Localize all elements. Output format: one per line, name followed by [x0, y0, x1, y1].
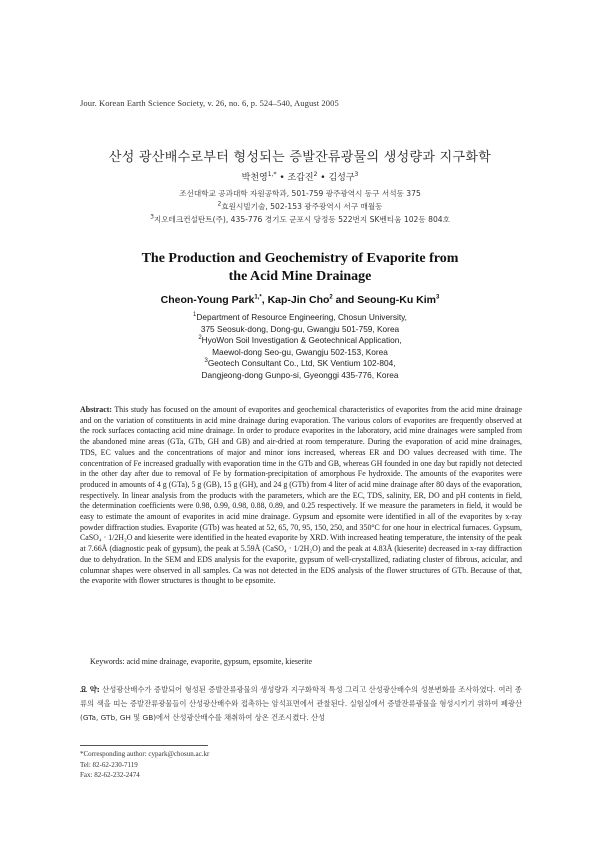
affiliation-text: 375 Seosuk-dong, Dong-gu, Gwangju 501-759, Korea [200, 323, 400, 334]
korean-author-3-sup: 3 [354, 171, 359, 178]
english-affiliation-line [0, 324, 600, 336]
english-title-line: the Acid Mine Drainage [228, 269, 372, 284]
footnote-tel: Tel: 82-62-230-7119 [80, 760, 138, 769]
english-title-line: The Production and Geochemistry of Evaporite from [141, 251, 459, 266]
affiliation-text: Department of Resource Engineering, Chosun University, [196, 312, 407, 322]
english-affiliation-line [0, 358, 600, 370]
korean-abstract-label: 요 약: [80, 685, 100, 694]
english-author-1: Cheon-Young Park [160, 294, 255, 306]
abstract [80, 405, 522, 587]
korean-authors [0, 170, 600, 183]
korean-abstract-text: 산성광산배수가 증발되어 형성된 증발잔류광물의 생성량과 지구화학적 특성 그리고 산성광산배수의 성분변화를 조사하였다. 여러 종류의 색을 띠는 증발잔류광물들이 산성광산배수와 접촉하는 암석표면에서 관찰된다. 실험실에서 증발잔류광물을 형성시키기 위하여 폐광산(GTa, GTb, GH 및 GB)에서 산성광산배수를 채취하여 상온 건조시켰다. 산성 [80, 685, 522, 722]
english-author-3-sup: 3 [436, 294, 440, 301]
english-author-2: Kap-Jin Cho [267, 294, 330, 306]
english-affiliation-line [0, 370, 600, 382]
english-author-sep: and [332, 294, 358, 306]
affiliation-text: HyoWon Soil Investigation & Geotechnical Application, [201, 335, 402, 345]
english-affiliation-line [0, 347, 600, 359]
affiliation-text: Dangjeong-dong Gunpo-si, Gyeonggi 435-776, Korea [201, 369, 399, 380]
keywords [90, 657, 522, 666]
korean-author-2: 조갑진 [287, 173, 314, 183]
english-author-2-sup: 2 [329, 294, 333, 301]
korean-affiliation-2 [0, 201, 600, 212]
korean-affiliation-text: 조선대학교 공과대학 자원공학과, 501-759 광주광역시 동구 서석동 375 [179, 189, 421, 198]
korean-affiliation-sup: 2 [217, 200, 222, 208]
english-affiliations [0, 312, 600, 381]
abstract-text: This study has focused on the amount of evaporites and geochemical characteristics of evaporites from the acid mine drainage and on the variation of constituents in acid mine drainage during evaporation. The various colors of evaporites are frequently observed at the rock surfaces contacting acid mine drainage. In order to produce evaporites in the laboratory, acid mine drainages were sampled from the abandoned mine areas (GTa, GTb, GH and GB) and air-dried at room temperature. During the evaporation of acid mine drainages, TDS, EC values and the concentrations of major and minor ions increased, whereas ER and DO values decreased with time. The concentration of Fe increased gradually with evaporation time in the GTb and GB, whereas GH founded in one day but rapidly not detected in the other day after due to removal of Fe by formation-precipitation of amorphous Fe hydroxide. The amounts of the evaporites were produced in amounts of 4 g (GTa), 5 g (GB), 15 g (GH), and 24 g (GTb) from 4 liter of acid mine drainage after 80 days of the evaporation, respectively. In linear analysis from the products with the parameters, which are the EC, TDS, salinity, ER, DO and pH contents in field, the determination coefficients were 0.98, 0.99, 0.98, 0.88, 0.89, and 0.25 respectively. If we measure the parameters in field, it would be easy to estimate the amount of evaporites in acid mine drainage. Gypsum and epsomite were identified in all of the evaporites by x-ray powder diffraction studies. Evaporite (GTb) was heated at 52, 65, 70, 95, 150, 250, and 350°C for one hour in electrical furnaces. Gypsum, CaSO₄ · 1/2H₂O and kieserite were identified in the heated evaporite by XRD. With increased heating temperature, the intensity of the peak at 7.66Å (diagnostic peak of gypsum), the peak at 5.59Å (CaSO₄ · 1/2H₂O) and the peak at 4.83Å (kieserite) decreased in x-ray diffraction due to dehydration. In the SEM and EDS analysis for the evaporite, gypsum of well-crystallized, radiating cluster of fibrous, acicular, and columnar shapes were observed in all samples. Ca was not detected in the EDS analysis of the flower structures of GTb. Because of that, the evaporite with flower structures is thought to be epsomite. [80, 405, 522, 586]
korean-affiliation-text: 지오테크컨설탄트(주), 435-776 경기도 군포시 당정동 522번지 SK벤티움 102동 804호 [153, 215, 450, 224]
footnote-divider [80, 745, 208, 746]
affiliation-sup: 1 [193, 312, 197, 319]
journal-header: Jour. Korean Earth Science Society, v. 26, no. 6, p. 524–540, August 2005 [80, 98, 339, 108]
english-author-1-sup: 1,* [254, 294, 262, 301]
affiliation-text: Maewol-dong Seo-gu, Gwangju 502-153, Korea [212, 346, 388, 357]
english-title [0, 250, 600, 286]
korean-author-sep: • [276, 173, 288, 183]
korean-affiliation-sup: 3 [150, 213, 154, 221]
english-affiliation-line [0, 335, 600, 347]
keywords-text: acid mine drainage, evaporite, gypsum, epsomite, kieserite [126, 657, 312, 666]
footnote [80, 749, 209, 781]
affiliation-text: Geotech Consultant Co., Ltd, SK Ventium 102-804, [207, 358, 396, 368]
english-author-3: Seoung-Ku Kim [357, 294, 437, 306]
korean-author-1: 박천영 [241, 173, 268, 183]
korean-affiliation-text: 효원시빌기술, 502-153 광주광역시 서구 매월동 [221, 202, 383, 211]
footnote-email: *Corresponding author: cypark@chosun.ac.kr [80, 750, 210, 758]
korean-affiliation-3 [0, 214, 600, 225]
affiliation-sup: 3 [204, 358, 208, 365]
keywords-label: Keywords: [90, 657, 125, 666]
abstract-label: Abstract: [80, 405, 112, 414]
korean-author-sep: • [317, 173, 329, 183]
english-authors [0, 294, 600, 306]
korean-affiliation-1 [0, 188, 600, 199]
footnote-fax: Fax: 82-62-232-2474 [80, 771, 140, 779]
affiliation-sup: 2 [198, 335, 202, 342]
english-affiliation-line [0, 312, 600, 324]
korean-author-3: 김성구 [328, 173, 355, 183]
korean-author-1-sup: 1,* [267, 171, 277, 178]
korean-author-2-sup: 2 [313, 171, 318, 178]
english-author-sep: , [261, 294, 268, 306]
korean-abstract [80, 683, 522, 725]
korean-title: 산성 광산배수로부터 형성되는 증발잔류광물의 생성량과 지구화학 [108, 150, 492, 165]
